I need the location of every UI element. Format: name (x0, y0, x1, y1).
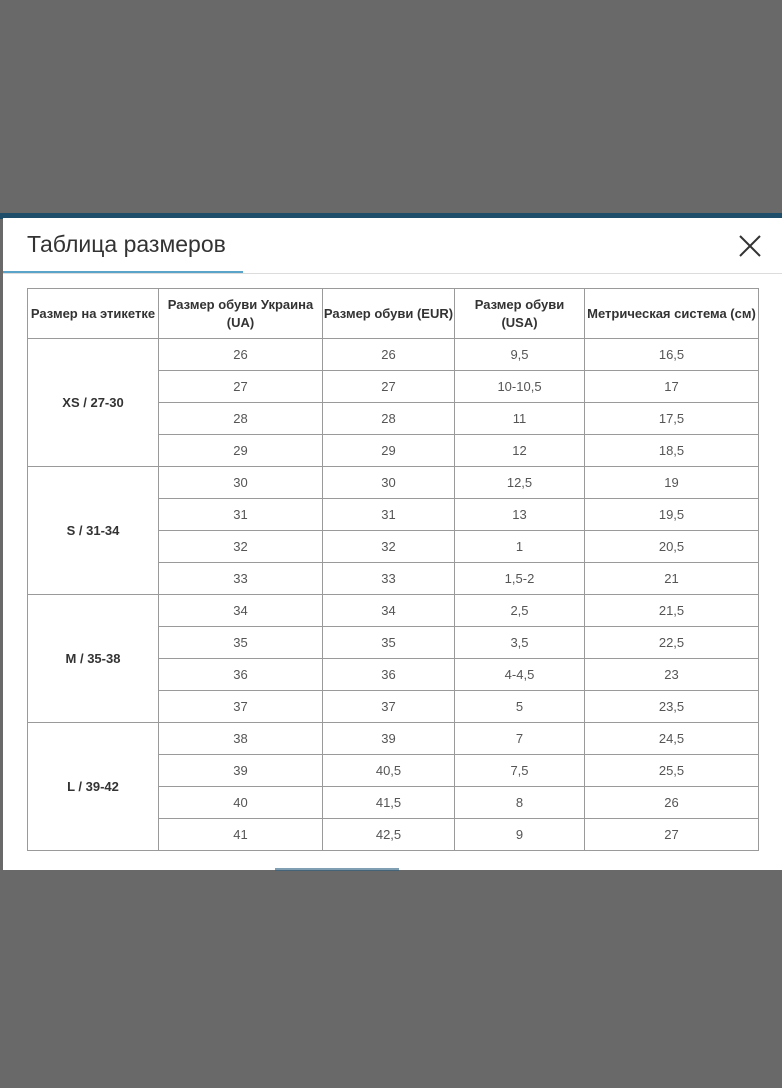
cell-ua: 40 (159, 787, 323, 819)
cell-ua: 29 (159, 435, 323, 467)
cell-metric: 19,5 (585, 499, 759, 531)
cell-metric: 22,5 (585, 627, 759, 659)
cell-eur: 39 (323, 723, 455, 755)
size-chart-table (27, 288, 759, 851)
cell-metric: 24,5 (585, 723, 759, 755)
cell-eur: 26 (323, 339, 455, 371)
cell-usa: 9 (455, 819, 585, 851)
cell-ua: 33 (159, 563, 323, 595)
cell-ua: 37 (159, 691, 323, 723)
cell-metric: 21 (585, 563, 759, 595)
table-row (28, 339, 759, 371)
cell-eur: 29 (323, 435, 455, 467)
cell-eur: 30 (323, 467, 455, 499)
cell-metric: 17,5 (585, 403, 759, 435)
cell-usa: 9,5 (455, 339, 585, 371)
cell-ua: 28 (159, 403, 323, 435)
table-row (28, 467, 759, 499)
cell-usa: 7 (455, 723, 585, 755)
size-chart-modal (3, 218, 782, 870)
cell-usa: 5 (455, 691, 585, 723)
cell-usa: 2,5 (455, 595, 585, 627)
size-group-label: S / 31-34 (28, 467, 159, 595)
cell-ua: 30 (159, 467, 323, 499)
cell-usa: 12,5 (455, 467, 585, 499)
close-icon (736, 232, 764, 260)
cell-eur: 42,5 (323, 819, 455, 851)
cell-eur: 40,5 (323, 755, 455, 787)
cell-usa: 1 (455, 531, 585, 563)
cell-metric: 26 (585, 787, 759, 819)
close-button[interactable] (736, 232, 764, 260)
cell-metric: 16,5 (585, 339, 759, 371)
cell-usa: 7,5 (455, 755, 585, 787)
cell-usa: 10-10,5 (455, 371, 585, 403)
header-eur-size: Размер обуви (EUR) (323, 289, 455, 339)
table-header-row (28, 289, 759, 339)
background-page-link-fragment (275, 868, 399, 871)
size-group-label: L / 39-42 (28, 723, 159, 851)
cell-metric: 23 (585, 659, 759, 691)
header-metric-size: Метрическая система (см) (585, 289, 759, 339)
table-body (28, 339, 759, 851)
cell-ua: 38 (159, 723, 323, 755)
title-underline (3, 271, 243, 273)
table-row (28, 723, 759, 755)
cell-eur: 41,5 (323, 787, 455, 819)
cell-eur: 34 (323, 595, 455, 627)
modal-header (3, 218, 782, 274)
cell-usa: 1,5-2 (455, 563, 585, 595)
cell-usa: 13 (455, 499, 585, 531)
cell-eur: 37 (323, 691, 455, 723)
cell-ua: 35 (159, 627, 323, 659)
cell-usa: 4-4,5 (455, 659, 585, 691)
cell-eur: 32 (323, 531, 455, 563)
cell-ua: 36 (159, 659, 323, 691)
cell-ua: 34 (159, 595, 323, 627)
cell-metric: 25,5 (585, 755, 759, 787)
cell-usa: 8 (455, 787, 585, 819)
size-group-label: M / 35-38 (28, 595, 159, 723)
cell-ua: 39 (159, 755, 323, 787)
header-usa-size: Размер обуви (USA) (455, 289, 585, 339)
cell-metric: 21,5 (585, 595, 759, 627)
cell-eur: 27 (323, 371, 455, 403)
header-ua-size: Размер обуви Украина (UA) (159, 289, 323, 339)
cell-metric: 20,5 (585, 531, 759, 563)
cell-metric: 19 (585, 467, 759, 499)
cell-ua: 26 (159, 339, 323, 371)
cell-eur: 31 (323, 499, 455, 531)
cell-eur: 36 (323, 659, 455, 691)
header-label-size: Размер на этикетке (28, 289, 159, 339)
cell-metric: 23,5 (585, 691, 759, 723)
table-row (28, 595, 759, 627)
size-group-label: XS / 27-30 (28, 339, 159, 467)
cell-usa: 3,5 (455, 627, 585, 659)
cell-metric: 27 (585, 819, 759, 851)
modal-title: Таблица размеров (27, 231, 226, 257)
cell-eur: 33 (323, 563, 455, 595)
cell-metric: 17 (585, 371, 759, 403)
cell-metric: 18,5 (585, 435, 759, 467)
cell-ua: 27 (159, 371, 323, 403)
cell-ua: 31 (159, 499, 323, 531)
cell-usa: 12 (455, 435, 585, 467)
cell-eur: 28 (323, 403, 455, 435)
cell-ua: 32 (159, 531, 323, 563)
cell-ua: 41 (159, 819, 323, 851)
cell-usa: 11 (455, 403, 585, 435)
cell-eur: 35 (323, 627, 455, 659)
